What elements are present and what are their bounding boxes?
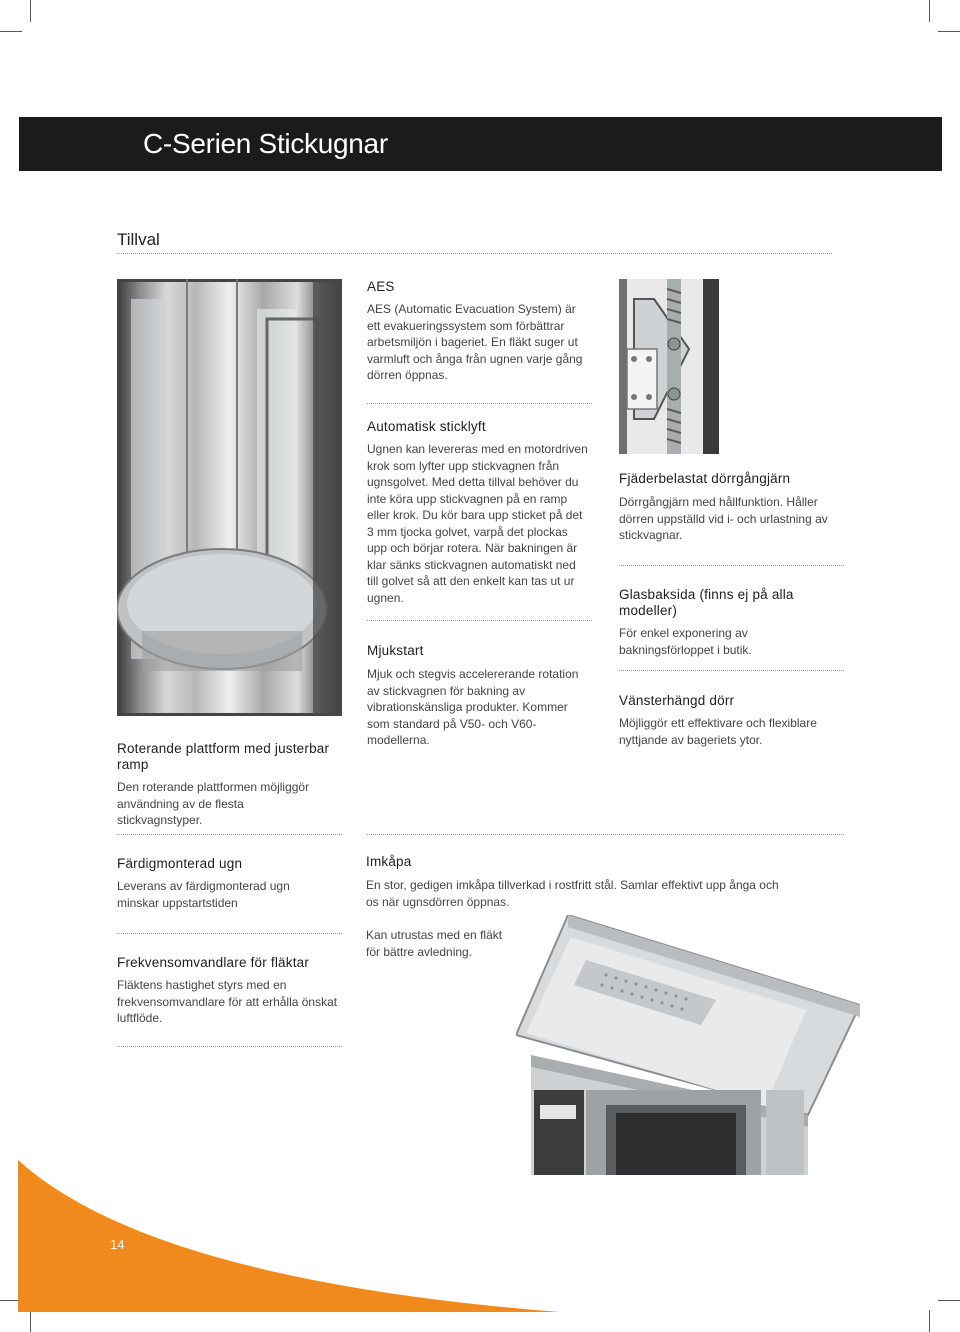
glasbaksida-text: För enkel exponering av bakningsförloppet i butik.: [619, 626, 752, 657]
crop-mark: [30, 0, 31, 22]
crop-mark: [938, 31, 960, 32]
vansterhangd-text: Möjliggör ett effektivare och flexiblare nyttjande av bageriets ytor.: [619, 716, 817, 747]
aes-text: AES (Automatic Evacuation System) är ett evakueringssystem som förbättrar arbetsmiljön i bageriet. En fläkt suger ut varmluft och ånga från ugnen varje gång dörren öppnas.: [367, 302, 583, 382]
aes-heading: AES: [367, 279, 395, 294]
frekvens-text: Fläktens hastighet styrs med en frekvensomvandlare för att erhålla önskat luftflöde.: [117, 978, 338, 1025]
oven-interior-illustration: [117, 279, 342, 716]
mjukstart-text: Mjuk och stegvis accelererande rotation av stickvagnen för bakning av vibrationskänsliga produkter. Kommer som standard på V50- och V60-modellerna.: [367, 667, 579, 747]
divider: [367, 834, 844, 835]
divider: [117, 834, 342, 835]
page-title: C-Serien Stickugnar: [143, 128, 388, 159]
hood-illustration: [516, 915, 860, 1175]
sticklyft-heading: Automatisk sticklyft: [367, 419, 486, 434]
fjader-text: Dörrgångjärn med hållfunktion. Håller dörren uppställd vid i- och urlastning av stickvagnar.: [619, 495, 828, 542]
divider: [117, 933, 342, 934]
imkapa-heading: Imkåpa: [366, 854, 412, 869]
frekvens-heading: Frekvensomvandlare för fläktar: [117, 955, 310, 970]
crop-mark: [0, 31, 22, 32]
vansterhangd-heading: Vänsterhängd dörr: [619, 693, 735, 708]
divider: [619, 670, 844, 671]
imkapa-text: En stor, gedigen imkåpa tillverkad i rostfritt stål. Samlar effektivt upp ånga och os när ugnsdörren öppnas.: [366, 878, 779, 909]
divider: [619, 565, 844, 566]
divider: [367, 620, 592, 621]
hood-photo: [516, 915, 860, 1175]
glasbaksida-heading: Glasbaksida (finns ej på alla modeller): [619, 587, 794, 618]
header-banner: [19, 117, 942, 171]
imkapa-note: Kan utrustas med en fläkt för bättre avledning.: [366, 928, 503, 959]
page-number: 14: [110, 1237, 125, 1252]
door-hinge-photo: [619, 279, 719, 454]
divider: [117, 1046, 342, 1047]
rotating-platform-photo: [117, 279, 342, 716]
roterande-heading: Roterande plattform med justerbar ramp: [117, 741, 330, 772]
fardigmonterad-text: Leverans av färdigmonterad ugn minskar uppstartstiden: [117, 879, 290, 910]
sticklyft-text: Ugnen kan levereras med en motordriven krok som lyfter upp stickvagnen från ugnsgolvet. Med detta tillval behöver du inte köra upp stickvagnen på en ramp eller krok. Du kör bara upp sticket på det 3 mm tjocka golvet, varpå det plockas upp och börjar rotera. När bakningen är klar sänks stickvagnen automatiskt ned till golvet så att den enkelt kan tas ut ur ugnen.: [367, 442, 588, 605]
divider: [367, 403, 592, 404]
fardigmonterad-heading: Färdigmonterad ugn: [117, 856, 243, 871]
crop-mark: [929, 0, 930, 22]
divider: [117, 253, 832, 254]
mjukstart-heading: Mjukstart: [367, 643, 424, 658]
section-title: Tillval: [117, 230, 160, 249]
fjader-heading: Fjäderbelastat dörrgångjärn: [619, 471, 791, 486]
orange-footer-shape: [0, 1160, 960, 1332]
roterande-text: Den roterande plattformen möjliggör användning av de flesta stickvagnstyper.: [117, 780, 310, 827]
hinge-illustration: [619, 279, 719, 454]
